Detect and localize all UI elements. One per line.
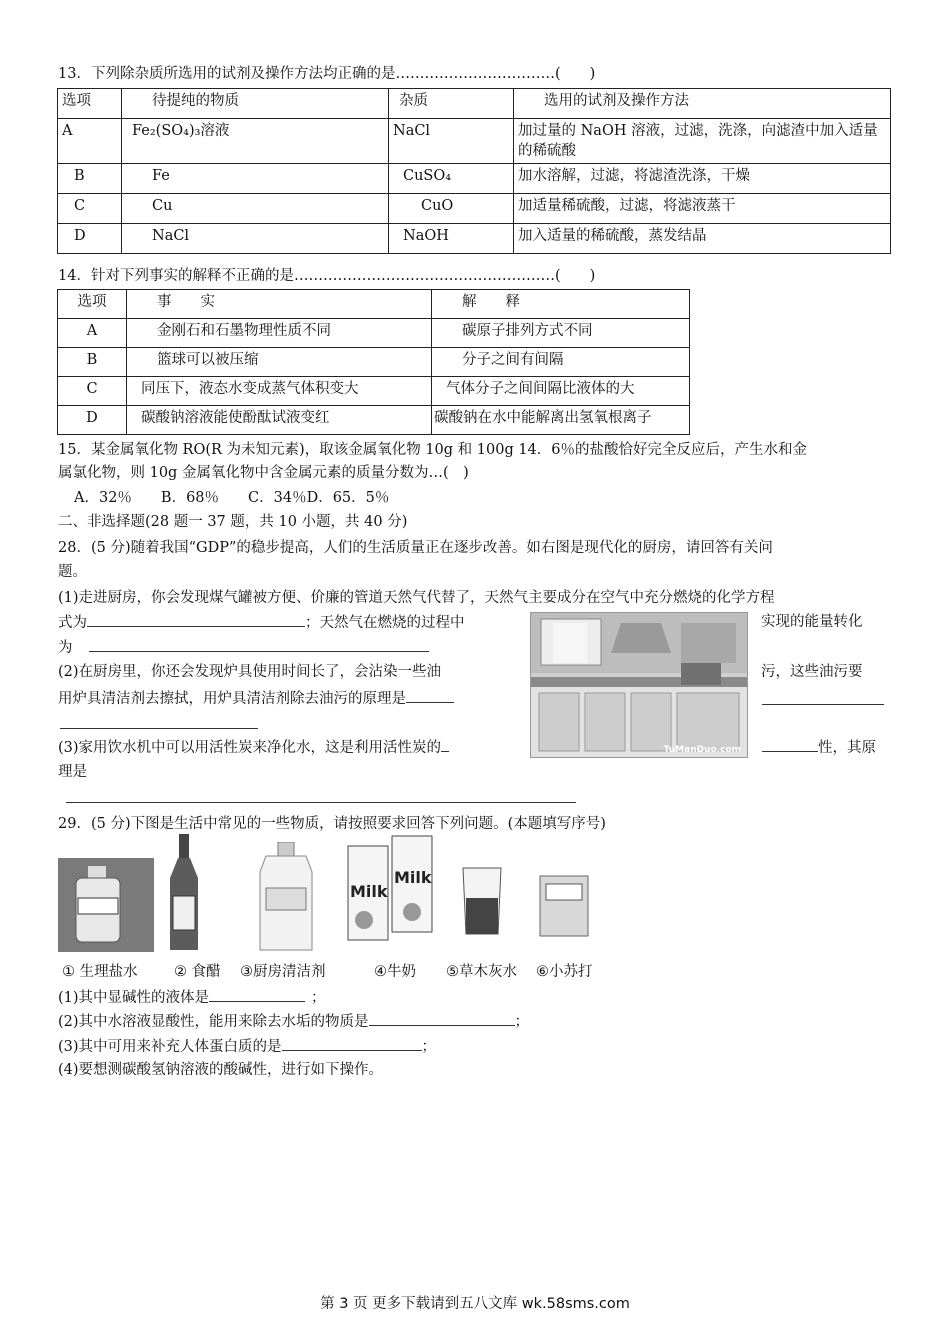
q29-item-labels [62, 960, 593, 981]
q14-row-b-option: B [58, 348, 127, 377]
q13-row-c-impurity: CuO [389, 194, 514, 224]
q15-line1: 15．某金属氧化物 RO(R 为未知元素)，取该金属氧化物 10g 和 100g 14．6％的盐酸恰好完全反应后，产生水和金 [58, 442, 808, 458]
q28-p3a [58, 737, 449, 758]
q29-q2-semicolon: ； [514, 1014, 530, 1030]
answer-blank[interactable] [89, 637, 429, 652]
q14-row-d-fact: 碳酸钠溶液能使酚酞试液变红 [127, 406, 432, 435]
q28-p1c-label: 为 [58, 640, 73, 656]
table-row [58, 194, 891, 224]
q28-p1a: (1)走进厨房，你会发现煤气罐被方便、价廉的管道天然气代替了，天然气主要成分在空气中充分燃烧的化学方程 [58, 590, 775, 606]
q14-table [57, 289, 690, 435]
q14-row-d-option: D [58, 406, 127, 435]
saline-bottle-image [58, 858, 154, 952]
q28-p1c [58, 637, 429, 658]
q29-q3-semicolon: ； [421, 1039, 437, 1055]
q13-row-b-impurity: CuSO₄ [389, 164, 514, 194]
q29-q1-semicolon: ； [311, 990, 326, 1006]
q28-p2a-left: (2)在厨房里，你还会发现炉具使用时间长了，会沾染一些油 [58, 664, 442, 680]
q13-row-c-substance: Cu [122, 194, 389, 224]
baking-soda-bag-image [538, 874, 590, 938]
item-label-4: ④牛奶 [374, 964, 416, 980]
q13-header-substance: 待提纯的物质 [122, 89, 389, 119]
q13-row-b-method: 加水溶解，过滤，将滤渣洗涤，干燥 [514, 164, 891, 194]
q14-row-c-explain: 气体分子之间间隔比液体的大 [432, 377, 690, 406]
q28-p3a-right-text: 性，其原 [818, 740, 876, 756]
q29-q4: (4)要想测碳酸氢钠溶液的酸碱性，进行如下操作。 [58, 1062, 384, 1078]
answer-blank[interactable] [762, 737, 818, 752]
q14-row-b-fact: 篮球可以被压缩 [127, 348, 432, 377]
q29-q2-text: (2)其中水溶液显酸性，能用来除去水垢的物质是 [58, 1014, 369, 1030]
table-row [58, 406, 690, 435]
page-footer: 第 3 页 更多下载请到五八文库 wk.58sms.com [320, 1296, 630, 1312]
milk-label-2: Milk [394, 868, 432, 887]
milk-cartons-image [342, 832, 436, 942]
q13-row-d-substance: NaCl [122, 224, 389, 254]
q14-row-c-option: C [58, 377, 127, 406]
q13-row-c-option: C [58, 194, 122, 224]
table-header-row [58, 89, 891, 119]
vinegar-bottle-icon [166, 834, 202, 952]
photo-watermark: TuManDuo.com [663, 745, 741, 755]
q13-row-a-substance: Fe₂(SO₄)₃溶液 [122, 119, 389, 164]
q13-header-option: 选项 [58, 89, 122, 119]
q28-line2: 题。 [58, 564, 87, 580]
answer-blank[interactable] [66, 788, 576, 803]
q28-p2a-right: 污，这些油污要 [761, 664, 863, 680]
answer-blank[interactable] [87, 612, 305, 627]
cleaner-bottle-icon [256, 842, 316, 952]
section-2-heading: 二、非选择题(28 题一 37 题，共 10 小题，共 40 分) [58, 514, 408, 530]
baking-soda-bag-icon [538, 874, 590, 938]
q28-p1b-left: 式为 [58, 615, 87, 631]
item-label-5: ⑤草木灰水 [446, 964, 517, 980]
q28-p2b [58, 688, 454, 709]
q14-header-option: 选项 [58, 290, 127, 319]
item-label-2: ② 食醋 [174, 964, 221, 980]
answer-blank[interactable] [762, 690, 884, 705]
q29-q2 [58, 1011, 529, 1032]
q29-q1-text: (1)其中显碱性的液体是 [58, 990, 210, 1006]
ash-water-glass-image [460, 866, 504, 936]
q28-p3b: 理是 [58, 764, 87, 780]
q13-row-a-method: 加过量的 NaOH 溶液，过滤，洗涤，向滤渣中加入适量的稀硫酸 [514, 119, 891, 164]
q13-row-d-method: 加入适量的稀硫酸，蒸发结晶 [514, 224, 891, 254]
q29-q3 [58, 1036, 436, 1057]
q28-p2b-left: 用炉具清洁剂去擦拭，用炉具清洁剂除去油污的原理是 [58, 691, 406, 707]
table-row [58, 119, 891, 164]
q14-row-b-explain: 分子之间有间隔 [432, 348, 690, 377]
q15-options: A．32％ B．68％ C．34％D．65．5％ [74, 490, 390, 506]
q29-title: 29．(5 分)下图是生活中常见的一些物质，请按照要求回答下列问题。(本题填写序号) [58, 816, 606, 832]
q13-row-a-option: A [58, 119, 122, 164]
table-row [58, 319, 690, 348]
answer-blank[interactable] [209, 987, 305, 1002]
q14-row-a-option: A [58, 319, 127, 348]
answer-blank[interactable] [406, 688, 454, 703]
q28-p1b-mid: ；天然气在燃烧的过程中 [305, 615, 465, 631]
item-label-1: ① 生理盐水 [62, 964, 138, 980]
q13-table [57, 88, 891, 254]
q13-header-method: 选用的试剂及操作方法 [514, 89, 891, 119]
q13-row-b-substance: Fe [122, 164, 389, 194]
q29-q3-text: (3)其中可用来补充人体蛋白质的是 [58, 1039, 282, 1055]
q13-row-a-impurity: NaCl [389, 119, 514, 164]
saline-bottle-icon [58, 858, 154, 952]
item-label-6: ⑥小苏打 [536, 964, 593, 980]
q15-line2: 属氯化物，则 10g 金属氧化物中含金属元素的质量分数为…( ) [58, 465, 469, 481]
q14-title: 14．针对下列事实的解释不正确的是………………………………………………( ) [58, 268, 596, 284]
answer-blank[interactable] [441, 737, 449, 752]
q14-row-d-explain: 碳酸钠在水中能解离出氢氧根离子 [432, 406, 690, 435]
q28-p1b-right: 实现的能量转化 [761, 614, 863, 630]
table-row [58, 224, 891, 254]
q14-row-a-explain: 碳原子排列方式不同 [432, 319, 690, 348]
kitchen-photo [530, 612, 748, 758]
q13-row-d-option: D [58, 224, 122, 254]
glass-beaker-icon [460, 866, 504, 936]
q13-title: 13．下列除杂质所选用的试剂及操作方法均正确的是……………………………( ) [58, 66, 596, 82]
q13-row-d-impurity: NaOH [389, 224, 514, 254]
q28-line1: 28．(5 分)随着我国“GDP”的稳步提高，人们的生活质量正在逐步改善。如右图是现代化的厨房，请回答有关问 [58, 540, 773, 556]
milk-label-1: Milk [350, 882, 388, 901]
item-label-3: ③厨房清洁剂 [240, 964, 326, 980]
q14-header-fact: 事 实 [127, 290, 432, 319]
q29-q1 [58, 987, 326, 1008]
answer-blank[interactable] [282, 1036, 422, 1051]
q13-row-b-option: B [58, 164, 122, 194]
answer-blank[interactable] [369, 1011, 515, 1026]
table-row [58, 164, 891, 194]
kitchen-illustration [531, 613, 747, 757]
q14-header-explain: 解 释 [432, 290, 690, 319]
q28-p3a-right [762, 737, 876, 758]
q28-p3a-left: (3)家用饮水机中可以用活性炭来净化水，这是利用活性炭的 [58, 740, 442, 756]
cleaner-bottle-image [256, 842, 316, 952]
q14-row-a-fact: 金刚石和石墨物理性质不同 [127, 319, 432, 348]
q14-row-c-fact: 同压下，液态水变成蒸气体积变大 [127, 377, 432, 406]
q28-p1b [58, 612, 465, 633]
q13-row-c-method: 加适量稀硫酸，过滤，将滤液蒸干 [514, 194, 891, 224]
table-row [58, 377, 690, 406]
table-header-row [58, 290, 690, 319]
table-row [58, 348, 690, 377]
vinegar-bottle-image [166, 834, 202, 952]
q13-header-impurity: 杂质 [389, 89, 514, 119]
answer-blank[interactable] [60, 714, 258, 729]
